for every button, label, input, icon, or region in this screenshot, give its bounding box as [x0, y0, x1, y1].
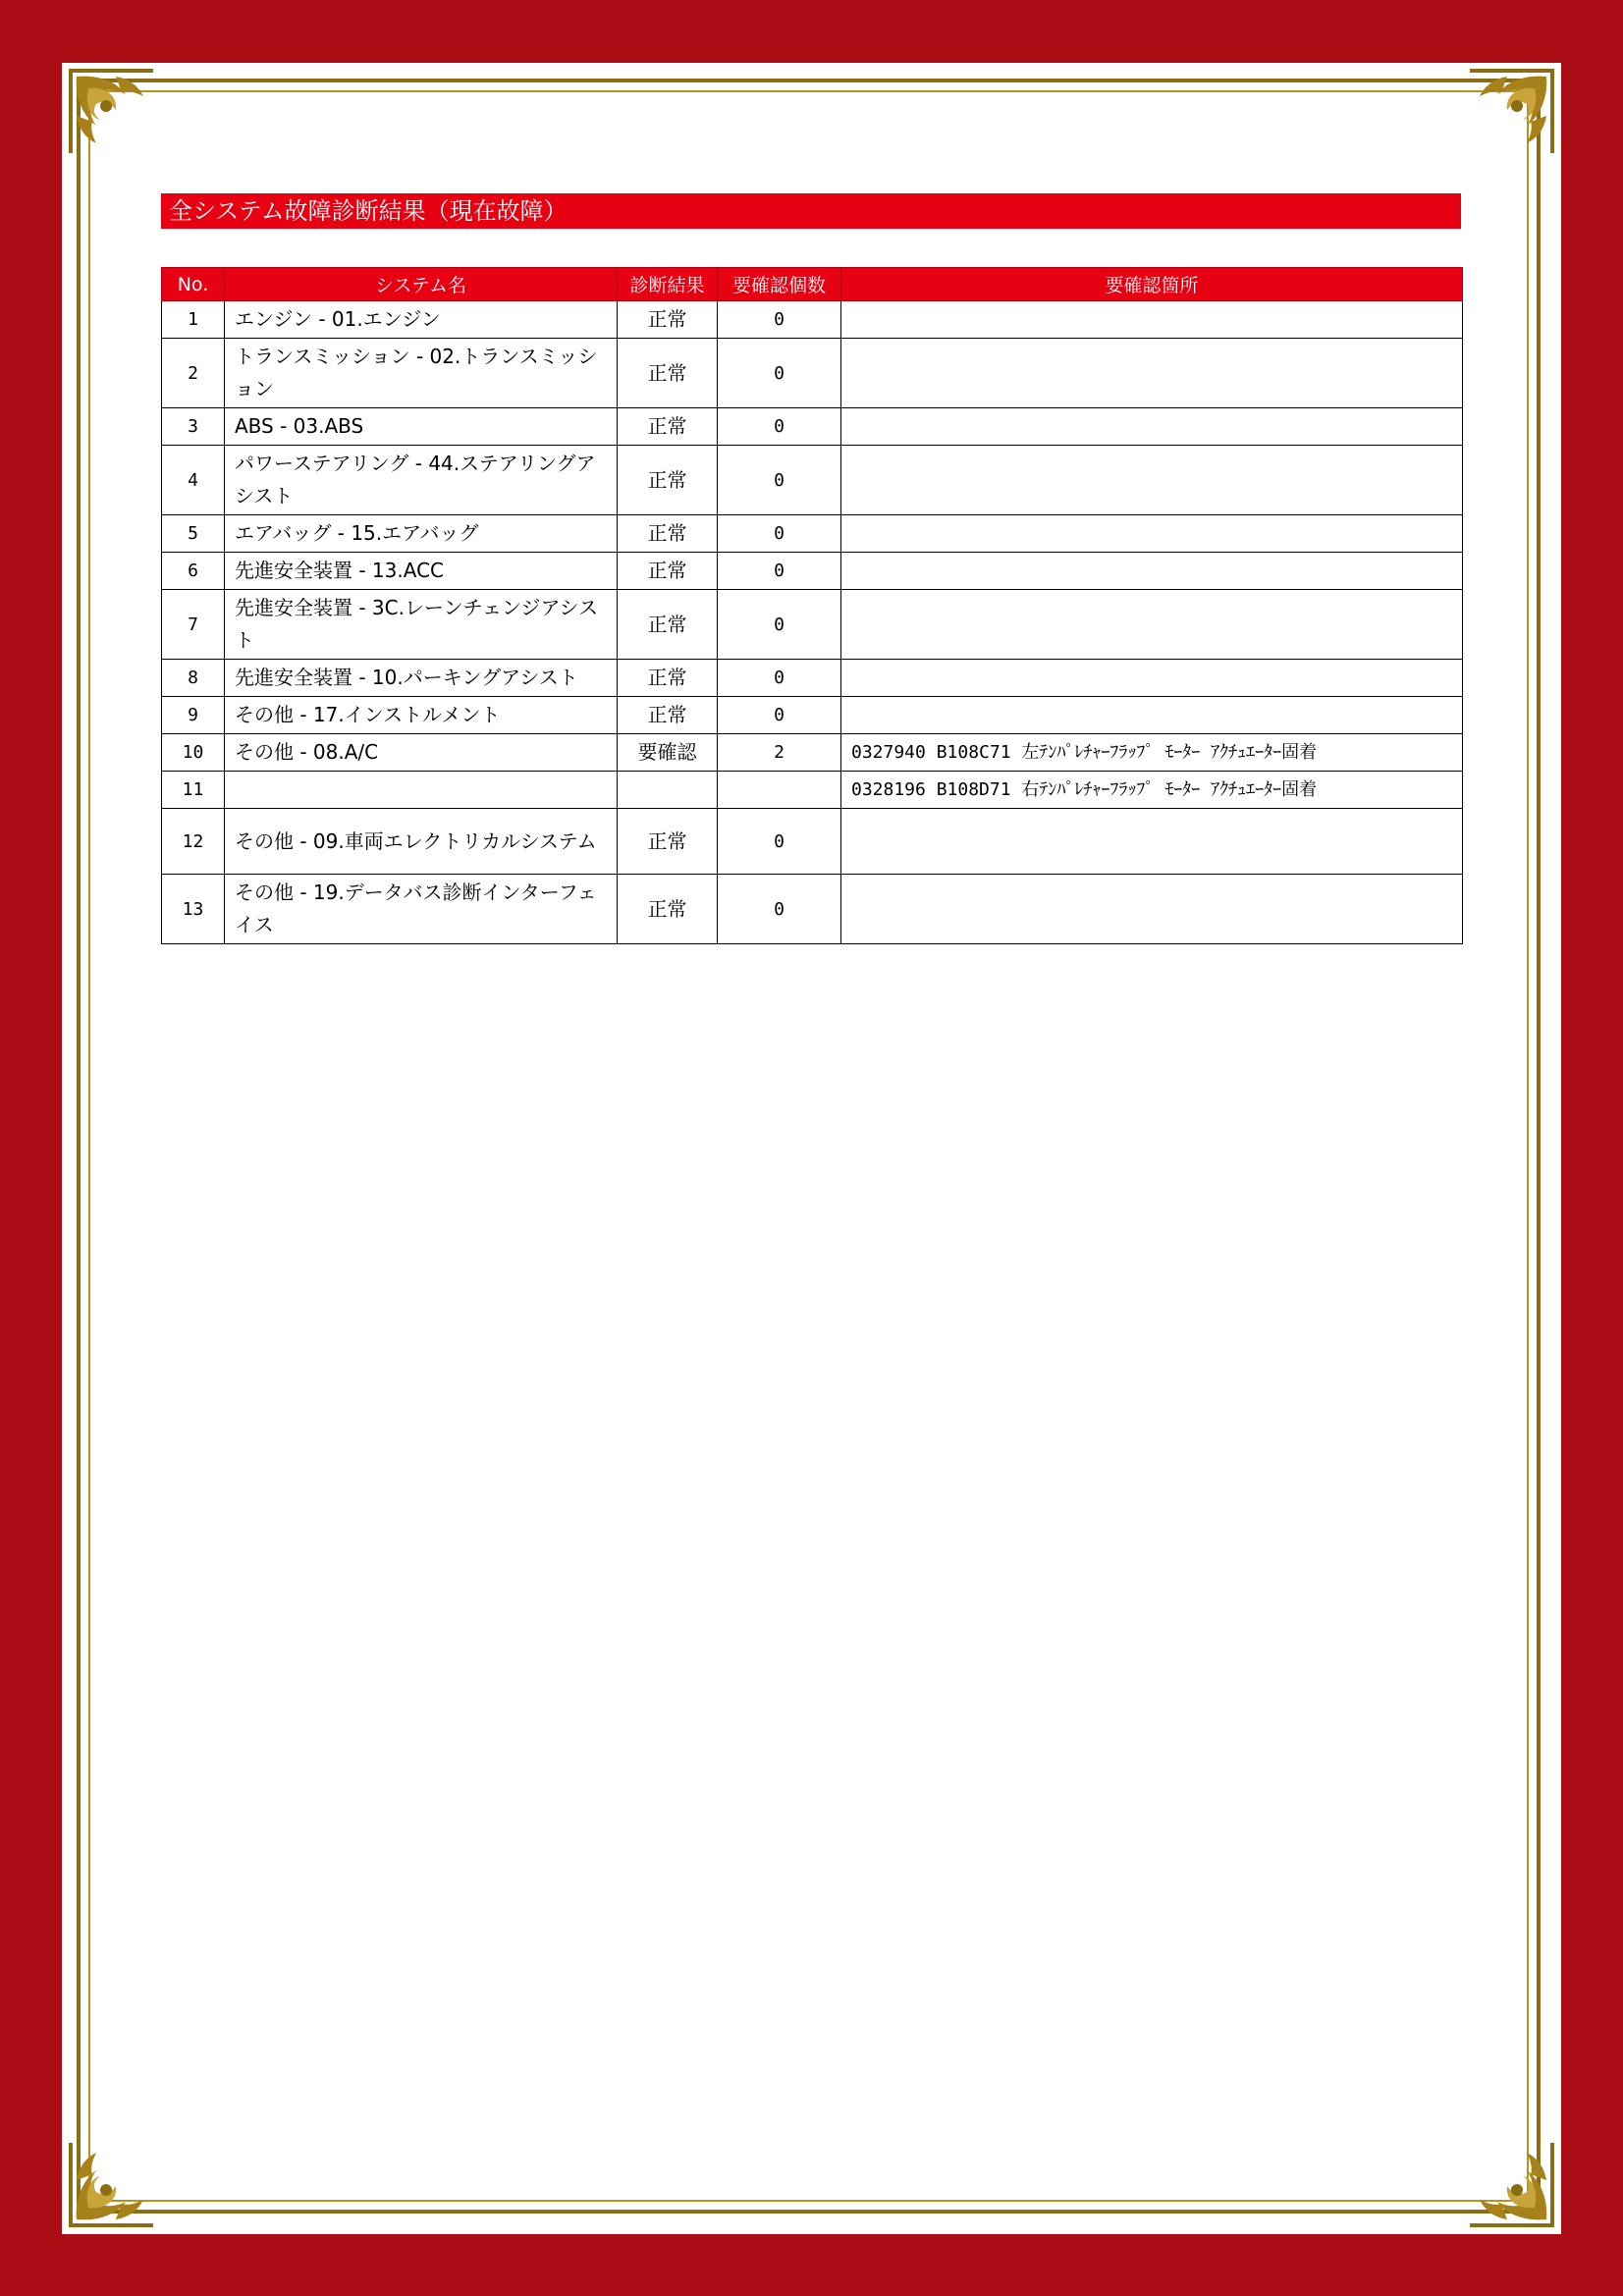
row-count: 0 — [718, 809, 841, 875]
row-count: 0 — [718, 301, 841, 339]
row-system: その他 - 17.インストルメント — [225, 697, 618, 734]
row-result: 要確認 — [618, 734, 718, 772]
row-no: 12 — [162, 809, 225, 875]
row-result: 正常 — [618, 515, 718, 553]
row-location: 0327940 B108C71 左ﾃﾝﾊﾟﾚﾁｬｰﾌﾗｯﾌﾟ ﾓｰﾀｰ ｱｸﾁｭｴｰﾀｰ固着 — [841, 734, 1463, 772]
row-location — [841, 446, 1463, 515]
table-row — [162, 553, 1463, 590]
corner-ornament-icon — [1468, 2141, 1556, 2229]
table-row — [162, 697, 1463, 734]
row-location — [841, 590, 1463, 660]
row-result: 正常 — [618, 553, 718, 590]
row-result: 正常 — [618, 446, 718, 515]
row-no: 6 — [162, 553, 225, 590]
row-system: 先進安全装置 - 13.ACC — [225, 553, 618, 590]
row-result: 正常 — [618, 697, 718, 734]
row-no: 2 — [162, 339, 225, 408]
table-row — [162, 446, 1463, 515]
row-no: 3 — [162, 408, 225, 446]
row-location — [841, 875, 1463, 944]
row-location — [841, 809, 1463, 875]
row-system: 先進安全装置 - 10.パーキングアシスト — [225, 660, 618, 697]
row-location — [841, 339, 1463, 408]
row-result: 正常 — [618, 875, 718, 944]
row-result: 正常 — [618, 301, 718, 339]
row-system: パワーステアリング - 44.ステアリングアシスト — [225, 446, 618, 515]
table-header-row — [162, 268, 1463, 301]
table-row — [162, 339, 1463, 408]
row-system: エンジン - 01.エンジン — [225, 301, 618, 339]
row-system: その他 - 09.車両エレクトリカルシステム — [225, 809, 618, 875]
row-no: 10 — [162, 734, 225, 772]
row-no: 5 — [162, 515, 225, 553]
row-system: エアバッグ - 15.エアバッグ — [225, 515, 618, 553]
corner-ornament-icon — [1468, 67, 1556, 155]
row-no: 13 — [162, 875, 225, 944]
row-system: その他 - 08.A/C — [225, 734, 618, 772]
row-result: 正常 — [618, 809, 718, 875]
header-count: 要確認個数 — [718, 268, 841, 301]
diagnosis-table — [161, 267, 1463, 944]
row-result: 正常 — [618, 339, 718, 408]
row-count: 0 — [718, 515, 841, 553]
row-location — [841, 408, 1463, 446]
table-row — [162, 809, 1463, 875]
row-count: 0 — [718, 875, 841, 944]
table-row — [162, 875, 1463, 944]
row-count — [718, 772, 841, 809]
table-row — [162, 408, 1463, 446]
row-result: 正常 — [618, 590, 718, 660]
row-count: 0 — [718, 446, 841, 515]
table-row — [162, 515, 1463, 553]
row-location — [841, 697, 1463, 734]
row-count: 0 — [718, 553, 841, 590]
table-row — [162, 590, 1463, 660]
row-count: 0 — [718, 660, 841, 697]
header-no: No. — [162, 268, 225, 301]
row-system: その他 - 19.データバス診断インターフェイス — [225, 875, 618, 944]
header-system: システム名 — [225, 268, 618, 301]
corner-ornament-icon — [67, 2141, 155, 2229]
row-no: 8 — [162, 660, 225, 697]
row-location — [841, 660, 1463, 697]
row-no: 4 — [162, 446, 225, 515]
report-title: 全システム故障診断結果（現在故障） — [161, 193, 1461, 229]
table-row — [162, 301, 1463, 339]
row-count: 0 — [718, 697, 841, 734]
row-no: 9 — [162, 697, 225, 734]
row-count: 0 — [718, 408, 841, 446]
row-system: ABS - 03.ABS — [225, 408, 618, 446]
row-result: 正常 — [618, 408, 718, 446]
corner-ornament-icon — [67, 67, 155, 155]
row-location — [841, 553, 1463, 590]
row-result — [618, 772, 718, 809]
row-count: 0 — [718, 339, 841, 408]
row-count: 2 — [718, 734, 841, 772]
row-location — [841, 515, 1463, 553]
header-result: 診断結果 — [618, 268, 718, 301]
row-system: 先進安全装置 - 3C.レーンチェンジアシスト — [225, 590, 618, 660]
row-location — [841, 301, 1463, 339]
row-system: トランスミッション - 02.トランスミッション — [225, 339, 618, 408]
row-location: 0328196 B108D71 右ﾃﾝﾊﾟﾚﾁｬｰﾌﾗｯﾌﾟ ﾓｰﾀｰ ｱｸﾁｭｴｰﾀｰ固着 — [841, 772, 1463, 809]
row-count: 0 — [718, 590, 841, 660]
row-no: 7 — [162, 590, 225, 660]
table-row — [162, 660, 1463, 697]
row-no: 11 — [162, 772, 225, 809]
row-system — [225, 772, 618, 809]
table-row — [162, 734, 1463, 772]
row-result: 正常 — [618, 660, 718, 697]
header-location: 要確認箇所 — [841, 268, 1463, 301]
table-row — [162, 772, 1463, 809]
row-no: 1 — [162, 301, 225, 339]
